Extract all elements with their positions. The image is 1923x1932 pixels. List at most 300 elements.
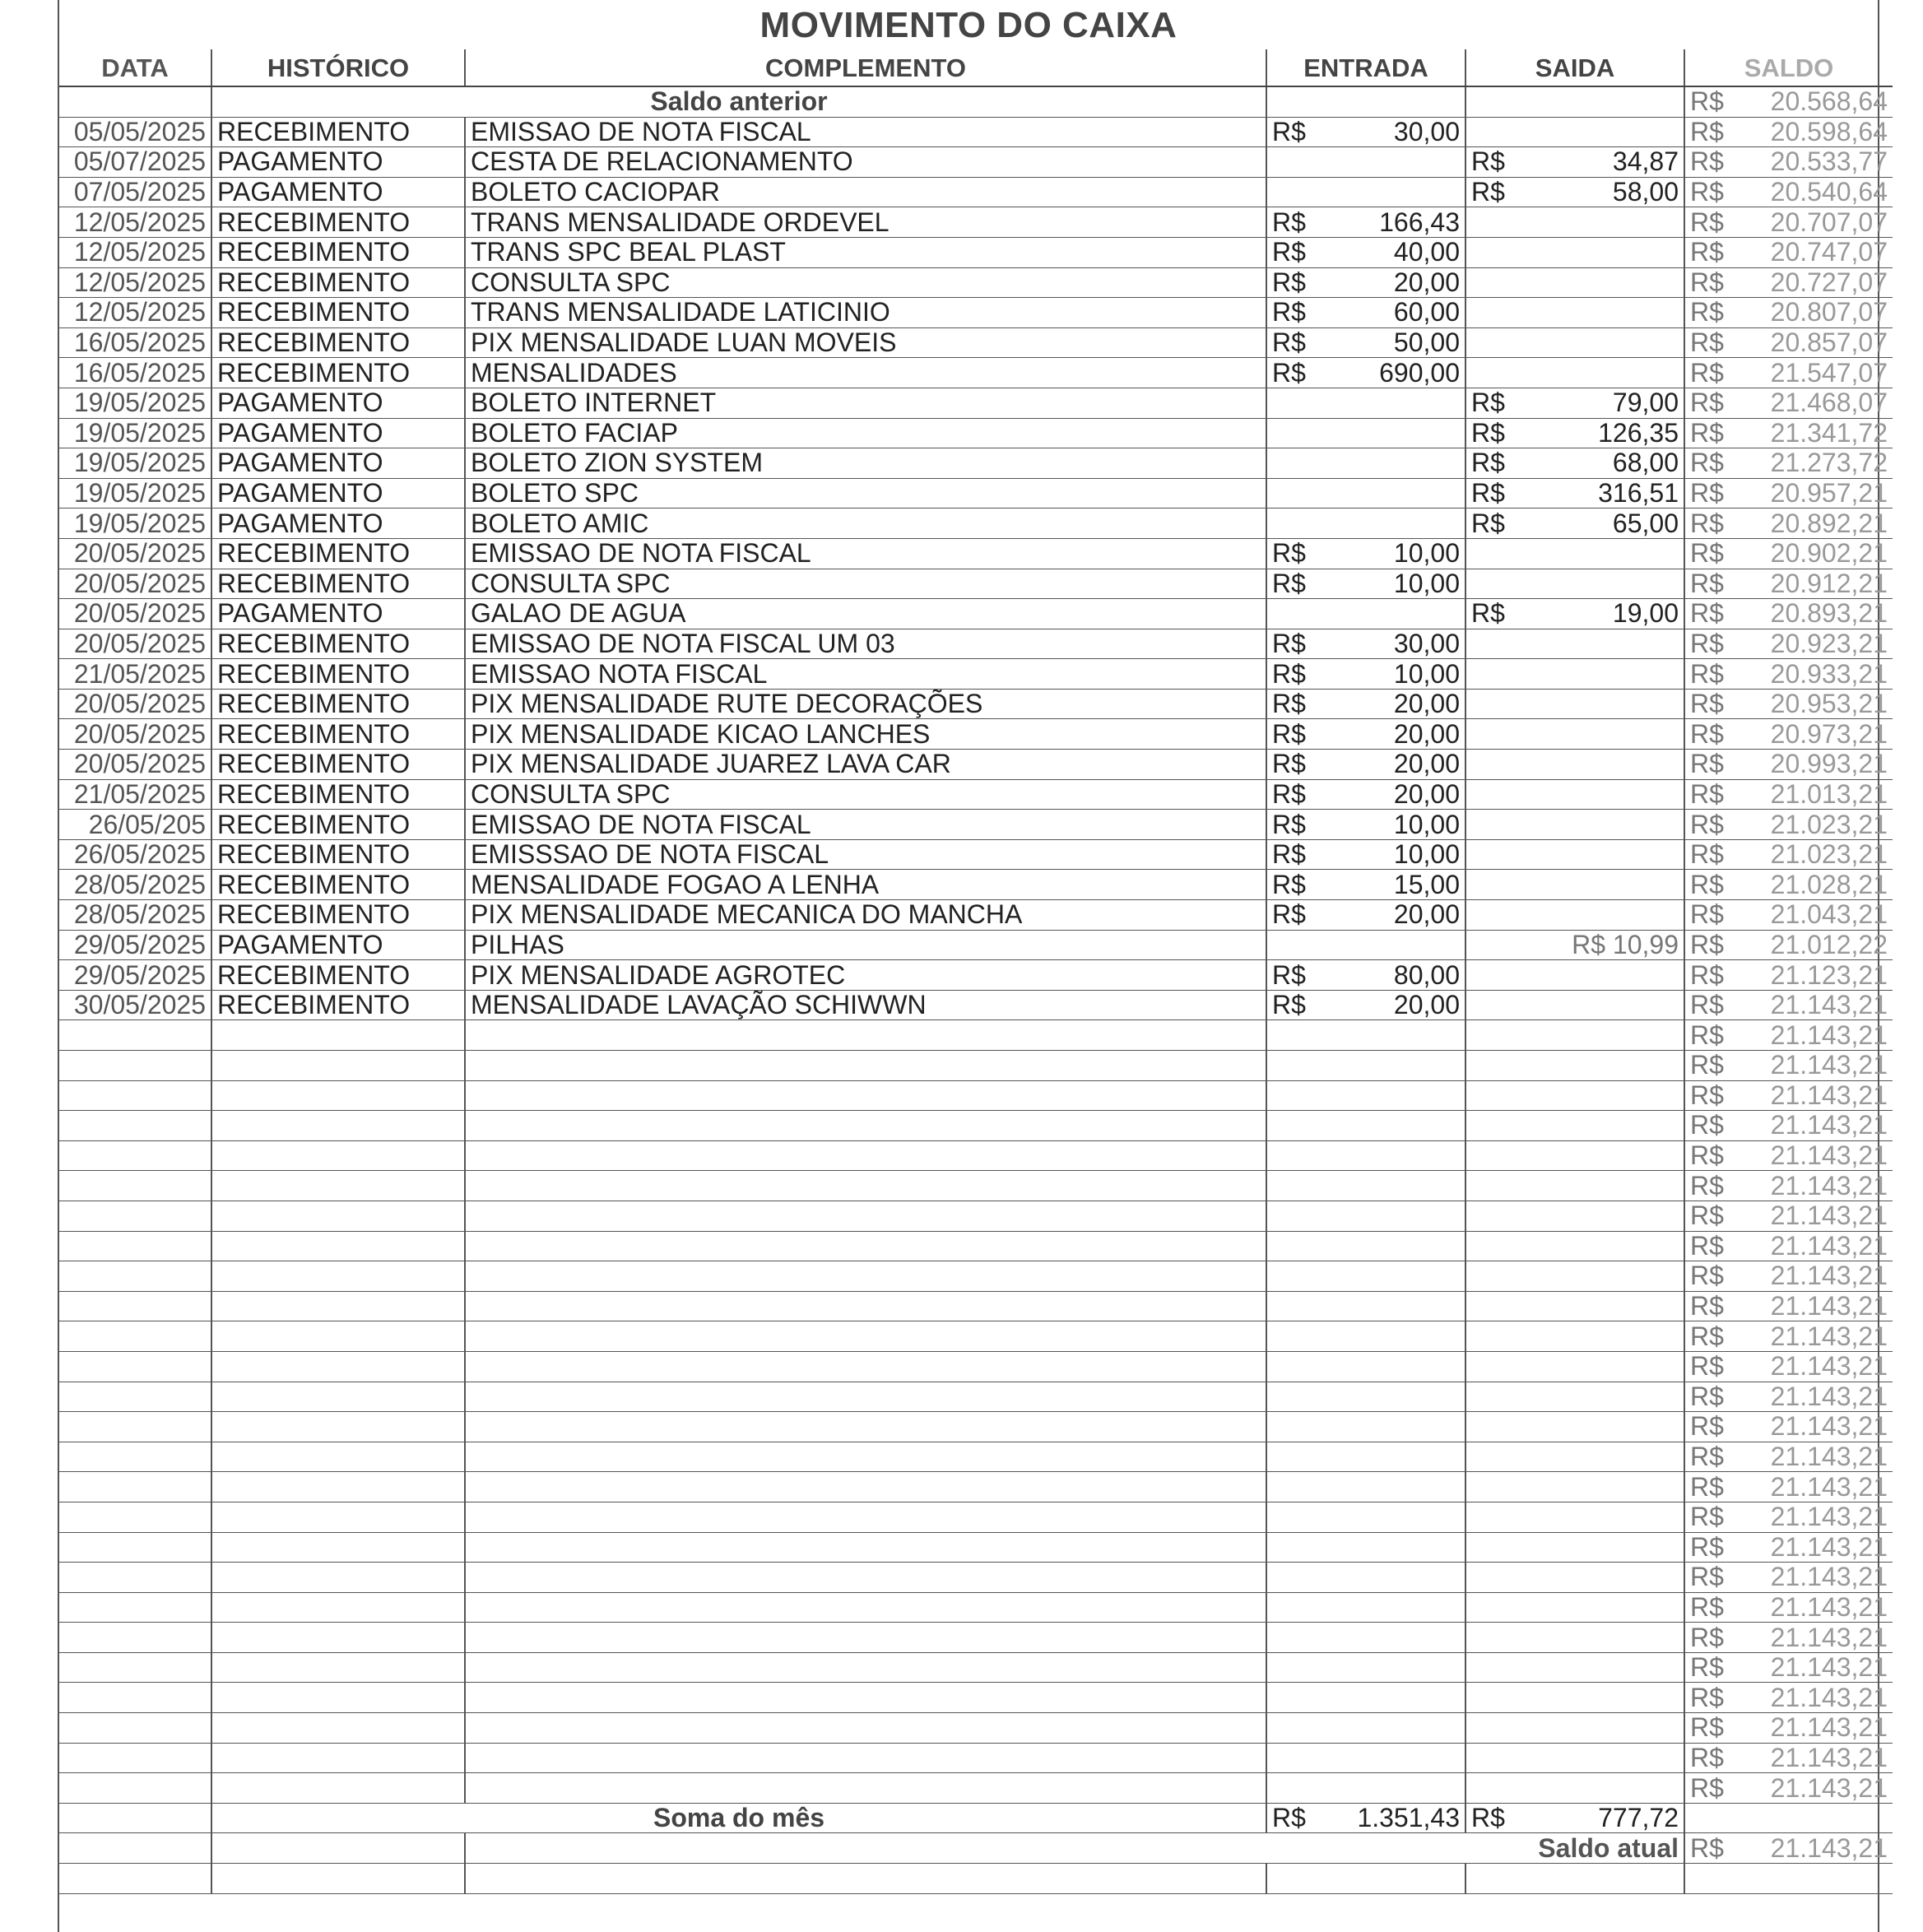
currency-label: R$ — [1471, 1803, 1505, 1833]
date-cell: 20/05/2025 — [59, 689, 211, 719]
entrada-value: 15,00 — [1393, 869, 1460, 899]
complemento-cell: CONSULTA SPC — [465, 569, 1266, 599]
empty-row — [59, 1231, 1893, 1261]
saldo-value: 20.598,64 — [1770, 117, 1888, 146]
saida-cell — [1465, 779, 1684, 810]
saldo-value: 21.143,21 — [1770, 1231, 1888, 1261]
currency-label: R$ — [1690, 990, 1724, 1020]
table-cell — [59, 1623, 211, 1653]
table-cell — [1266, 1351, 1465, 1382]
saldo-value: 21.012,22 — [1770, 930, 1888, 959]
empty-row — [59, 1412, 1893, 1442]
table-row — [59, 930, 1893, 960]
table-row — [59, 418, 1893, 448]
saldo-value: 21.143,21 — [1770, 1592, 1888, 1622]
currency-label: R$ — [1471, 177, 1505, 207]
saldo-value: 20.993,21 — [1770, 749, 1888, 779]
saldo-cell — [1684, 1502, 1893, 1532]
table-cell — [465, 1652, 1266, 1683]
entrada-cell — [1266, 388, 1465, 418]
currency-label: R$ — [1690, 1110, 1724, 1140]
table-cell — [1465, 1592, 1684, 1623]
entrada-value: 10,00 — [1393, 658, 1460, 689]
table-cell — [211, 1140, 465, 1171]
currency-label: R$ — [1690, 749, 1724, 779]
saldo-cell — [1684, 870, 1893, 900]
currency-label: R$ — [1690, 1502, 1724, 1532]
table-cell — [1465, 1623, 1684, 1653]
table-row — [59, 629, 1893, 659]
table-cell — [59, 1713, 211, 1744]
table-cell — [59, 1382, 211, 1412]
saldo-value: 21.143,21 — [1770, 1140, 1888, 1171]
table-row — [59, 327, 1893, 358]
table-cell — [1266, 1140, 1465, 1171]
table-row — [59, 448, 1893, 479]
historico-cell: RECEBIMENTO — [211, 810, 465, 840]
empty-row — [59, 1382, 1893, 1412]
table-cell — [1266, 1623, 1465, 1653]
table-row — [59, 478, 1893, 509]
currency-label: R$ — [1272, 809, 1306, 839]
date-cell: 19/05/2025 — [59, 388, 211, 418]
table-cell — [1465, 1171, 1684, 1201]
table-cell — [465, 1683, 1266, 1713]
saldo-value: 21.028,21 — [1770, 869, 1888, 899]
table-cell — [59, 1231, 211, 1261]
table-row — [59, 990, 1893, 1020]
entrada-value: 60,00 — [1393, 297, 1460, 327]
saida-cell — [1465, 960, 1684, 991]
table-cell — [465, 1864, 1266, 1894]
entrada-value: 20,00 — [1393, 267, 1460, 297]
date-cell: 16/05/2025 — [59, 327, 211, 358]
table-cell — [59, 1502, 211, 1532]
empty-row — [59, 1321, 1893, 1352]
entrada-cell — [1266, 689, 1465, 719]
table-cell — [59, 86, 211, 117]
currency-label: R$ — [1272, 237, 1306, 267]
date-cell: 26/05/205 — [59, 810, 211, 840]
table-cell — [1465, 1321, 1684, 1352]
saldo-value: 21.013,21 — [1770, 779, 1888, 809]
table-cell — [465, 1412, 1266, 1442]
saldo-cell — [1684, 448, 1893, 479]
historico-cell: RECEBIMENTO — [211, 538, 465, 569]
empty-row — [59, 1592, 1893, 1623]
empty-row — [59, 1652, 1893, 1683]
table-row — [59, 267, 1893, 298]
table-cell — [1465, 1652, 1684, 1683]
saldo-value: 21.468,07 — [1770, 388, 1888, 418]
saldo-cell — [1684, 1412, 1893, 1442]
table-row — [59, 750, 1893, 780]
table-cell — [59, 1743, 211, 1773]
table-cell — [1266, 1171, 1465, 1201]
entrada-cell — [1266, 599, 1465, 629]
table-cell — [1465, 1563, 1684, 1593]
saldo-value: 20.933,21 — [1770, 658, 1888, 689]
complemento-cell: MENSALIDADE LAVAÇÃO SCHIWWN — [465, 990, 1266, 1020]
date-cell: 12/05/2025 — [59, 298, 211, 328]
table-cell — [1266, 1291, 1465, 1321]
currency-label: R$ — [1690, 1351, 1724, 1382]
currency-label: R$ — [1690, 538, 1724, 569]
table-cell — [465, 1532, 1266, 1563]
currency-label: R$ — [1690, 418, 1724, 448]
table-cell — [1465, 1743, 1684, 1773]
empty-row — [59, 1502, 1893, 1532]
table-row — [59, 810, 1893, 840]
table-cell — [59, 1592, 211, 1623]
currency-label: R$ — [1471, 146, 1505, 177]
table-cell — [59, 1803, 211, 1833]
entrada-value: 20,00 — [1393, 990, 1460, 1020]
saldo-value: 20.957,21 — [1770, 478, 1888, 509]
saldo-cell — [1684, 117, 1893, 147]
table-row — [59, 388, 1893, 418]
saldo-value: 20.973,21 — [1770, 718, 1888, 749]
currency-label: R$ — [1272, 1803, 1306, 1833]
table-cell — [1266, 1592, 1465, 1623]
date-cell: 05/07/2025 — [59, 147, 211, 178]
date-cell: 21/05/2025 — [59, 659, 211, 690]
empty-row — [59, 1532, 1893, 1563]
table-cell — [211, 1713, 465, 1744]
table-cell — [1266, 1502, 1465, 1532]
saldo-cell — [1684, 1563, 1893, 1593]
saldo-value: 21.143,21 — [1770, 1562, 1888, 1592]
currency-label: R$ — [1690, 930, 1724, 959]
table-cell — [59, 1080, 211, 1111]
table-cell — [59, 1532, 211, 1563]
saldo-cell — [1684, 1442, 1893, 1472]
historico-cell: PAGAMENTO — [211, 147, 465, 178]
table-cell — [465, 1171, 1266, 1201]
saida-cell — [1465, 810, 1684, 840]
table-cell — [465, 1713, 1266, 1744]
table-cell — [1465, 1201, 1684, 1231]
entrada-value: 10,00 — [1393, 839, 1460, 870]
table-cell — [211, 1051, 465, 1081]
historico-cell: RECEBIMENTO — [211, 117, 465, 147]
saldo-cell — [1684, 719, 1893, 750]
empty-row — [59, 1713, 1893, 1744]
table-cell — [59, 1111, 211, 1141]
date-cell: 07/05/2025 — [59, 177, 211, 207]
saldo-cell — [1684, 1683, 1893, 1713]
table-cell — [465, 1201, 1266, 1231]
table-cell — [211, 1623, 465, 1653]
currency-label: R$ — [1690, 779, 1724, 809]
date-cell: 20/05/2025 — [59, 599, 211, 629]
saldo-value: 20.892,21 — [1770, 508, 1888, 538]
currency-label: R$ — [1272, 779, 1306, 809]
entrada-cell — [1266, 267, 1465, 298]
saldo-cell — [1684, 358, 1893, 388]
currency-label: R$ — [1690, 839, 1724, 870]
header-data: DATA — [59, 49, 211, 86]
saida-value: 19,00 — [1612, 598, 1679, 629]
table-row — [59, 839, 1893, 870]
table-cell — [1266, 1743, 1465, 1773]
currency-label: R$ — [1690, 1532, 1724, 1562]
saldo-cell — [1684, 1743, 1893, 1773]
complemento-cell: EMISSAO DE NOTA FISCAL UM 03 — [465, 629, 1266, 659]
currency-label: R$ — [1471, 388, 1505, 418]
currency-label: R$ — [1690, 146, 1724, 177]
currency-label: R$ — [1690, 1622, 1724, 1652]
saida-cell — [1465, 147, 1684, 178]
historico-cell: RECEBIMENTO — [211, 207, 465, 238]
table-cell — [1266, 1201, 1465, 1231]
historico-cell: RECEBIMENTO — [211, 659, 465, 690]
saldo-cell — [1684, 1382, 1893, 1412]
table-cell — [211, 1261, 465, 1292]
date-cell: 19/05/2025 — [59, 418, 211, 448]
date-cell: 19/05/2025 — [59, 509, 211, 539]
saida-cell — [1465, 117, 1684, 147]
table-cell — [211, 1864, 465, 1894]
complemento-cell: MENSALIDADES — [465, 358, 1266, 388]
table-cell — [59, 1140, 211, 1171]
saldo-cell — [1684, 960, 1893, 991]
currency-label: R$ — [1471, 508, 1505, 538]
currency-label: R$ — [1690, 598, 1724, 629]
saldo-cell — [1684, 689, 1893, 719]
entrada-cell — [1266, 117, 1465, 147]
currency-label: R$ — [1690, 1019, 1724, 1050]
table-cell — [59, 1321, 211, 1352]
table-cell — [1465, 1532, 1684, 1563]
table-cell — [1465, 1382, 1684, 1412]
empty-row — [59, 1683, 1893, 1713]
date-cell: 05/05/2025 — [59, 117, 211, 147]
entrada-cell — [1266, 569, 1465, 599]
currency-label: R$ — [1690, 1471, 1724, 1502]
saida-cell — [1465, 237, 1684, 267]
historico-cell: RECEBIMENTO — [211, 779, 465, 810]
blank-row — [59, 1864, 1893, 1894]
saldo-cell — [1684, 1592, 1893, 1623]
saldo-cell — [1684, 1652, 1893, 1683]
table-row — [59, 779, 1893, 810]
saida-cell — [1465, 418, 1684, 448]
saida-cell — [1465, 298, 1684, 328]
entrada-cell — [1266, 810, 1465, 840]
currency-label: R$ — [1690, 478, 1724, 509]
table-cell — [59, 1472, 211, 1502]
saida-cell — [1465, 599, 1684, 629]
table-cell — [59, 1261, 211, 1292]
entrada-cell — [1266, 930, 1465, 960]
table-cell — [211, 1442, 465, 1472]
historico-cell: RECEBIMENTO — [211, 629, 465, 659]
currency-label: R$ — [1471, 448, 1505, 478]
soma-entrada-cell — [1266, 1803, 1465, 1833]
table-cell — [465, 1020, 1266, 1051]
entrada-cell — [1266, 870, 1465, 900]
table-cell — [465, 1140, 1266, 1171]
entrada-value: 20,00 — [1393, 899, 1460, 930]
table-cell — [1266, 1442, 1465, 1472]
saldo-value: 21.043,21 — [1770, 899, 1888, 930]
table-row — [59, 569, 1893, 599]
currency-label: R$ — [1690, 1321, 1724, 1351]
saldo-value: 21.023,21 — [1770, 809, 1888, 839]
currency-label: R$ — [1272, 658, 1306, 689]
table-cell — [465, 1051, 1266, 1081]
table-cell — [465, 1743, 1266, 1773]
entrada-cell — [1266, 177, 1465, 207]
saldo-cell — [1684, 1773, 1893, 1804]
saldo-value: 21.143,21 — [1770, 1050, 1888, 1080]
table-row — [59, 117, 1893, 147]
saida-cell — [1465, 719, 1684, 750]
saldo-cell — [1684, 1140, 1893, 1171]
currency-label: R$ — [1690, 869, 1724, 899]
table-row — [59, 207, 1893, 238]
currency-label: R$ — [1272, 357, 1306, 388]
historico-cell: RECEBIMENTO — [211, 960, 465, 991]
table-cell — [1266, 1713, 1465, 1744]
saldo-value: 21.143,21 — [1770, 1502, 1888, 1532]
currency-label: R$ — [1690, 1832, 1724, 1863]
table-cell — [1266, 1412, 1465, 1442]
saldo-value: 20.912,21 — [1770, 569, 1888, 598]
saldo-cell — [1684, 538, 1893, 569]
table-row — [59, 147, 1893, 178]
table-row — [59, 960, 1893, 991]
table-cell — [211, 1472, 465, 1502]
currency-label: R$ — [1690, 1201, 1724, 1231]
table-cell — [1465, 1864, 1684, 1894]
saldo-value: 21.143,21 — [1770, 1019, 1888, 1050]
currency-label: R$ — [1272, 267, 1306, 297]
saida-cell — [1465, 990, 1684, 1020]
complemento-cell: EMISSAO NOTA FISCAL — [465, 659, 1266, 690]
header-saldo: SALDO — [1684, 49, 1893, 86]
entrada-value: 10,00 — [1393, 809, 1460, 839]
entrada-value: 20,00 — [1393, 749, 1460, 779]
historico-cell: RECEBIMENTO — [211, 569, 465, 599]
saida-value: 34,87 — [1612, 146, 1679, 177]
currency-label: R$ — [1690, 658, 1724, 689]
currency-label: R$ — [1471, 478, 1505, 509]
saldo-value: 21.143,21 — [1770, 1652, 1888, 1683]
currency-label: R$ — [1690, 267, 1724, 297]
saldo-value: 21.143,21 — [1770, 1532, 1888, 1562]
historico-cell: RECEBIMENTO — [211, 267, 465, 298]
historico-cell: RECEBIMENTO — [211, 719, 465, 750]
saldo-value: 21.547,07 — [1770, 357, 1888, 388]
table-cell — [211, 1563, 465, 1593]
table-cell — [211, 1652, 465, 1683]
currency-label: R$ — [1690, 508, 1724, 538]
currency-label: R$ — [1690, 1261, 1724, 1291]
complemento-cell: BOLETO AMIC — [465, 509, 1266, 539]
saldo-cell — [1684, 1020, 1893, 1051]
entrada-cell — [1266, 358, 1465, 388]
date-cell: 26/05/2025 — [59, 839, 211, 870]
saldo-cell — [1684, 509, 1893, 539]
soma-row — [59, 1803, 1893, 1833]
saida-cell — [1465, 750, 1684, 780]
saldo-value: 20.727,07 — [1770, 267, 1888, 297]
table-cell — [1266, 1382, 1465, 1412]
currency-label: R$ — [1690, 809, 1724, 839]
soma-saida-cell — [1465, 1803, 1684, 1833]
saldo-atual-value: 21.143,21 — [1770, 1832, 1888, 1863]
complemento-cell: CONSULTA SPC — [465, 267, 1266, 298]
table-cell — [1465, 1020, 1684, 1051]
empty-row — [59, 1472, 1893, 1502]
entrada-value: 690,00 — [1379, 357, 1460, 388]
table-cell — [211, 1291, 465, 1321]
table-cell — [465, 1623, 1266, 1653]
saida-cell — [1465, 448, 1684, 479]
table-cell — [1465, 1231, 1684, 1261]
table-cell — [1266, 86, 1465, 117]
saldo-atual-cell — [1684, 1833, 1893, 1864]
empty-row — [59, 1563, 1893, 1593]
currency-label: R$ — [1690, 1231, 1724, 1261]
table-cell — [59, 1683, 211, 1713]
saida-cell — [1465, 689, 1684, 719]
table-cell — [1266, 1683, 1465, 1713]
saldo-cell — [1684, 839, 1893, 870]
currency-label: R$ — [1272, 538, 1306, 569]
complemento-cell: TRANS MENSALIDADE LATICINIO — [465, 298, 1266, 328]
table-row — [59, 659, 1893, 690]
saldo-cell — [1684, 1472, 1893, 1502]
saldo-value: 20.902,21 — [1770, 538, 1888, 569]
saida-value: 126,35 — [1598, 418, 1679, 448]
saida-value: 79,00 — [1612, 388, 1679, 418]
saldo-value: 21.143,21 — [1770, 1471, 1888, 1502]
table-row — [59, 599, 1893, 629]
table-cell — [59, 1051, 211, 1081]
saldo-cell — [1684, 810, 1893, 840]
currency-label: R$ — [1690, 718, 1724, 749]
saldo-cell — [1684, 930, 1893, 960]
entrada-cell — [1266, 990, 1465, 1020]
historico-cell: RECEBIMENTO — [211, 327, 465, 358]
empty-row — [59, 1623, 1893, 1653]
complemento-cell: TRANS MENSALIDADE ORDEVEL — [465, 207, 1266, 238]
table-cell — [1266, 1563, 1465, 1593]
table-cell — [465, 1291, 1266, 1321]
entrada-value: 30,00 — [1393, 629, 1460, 658]
saldo-value: 21.023,21 — [1770, 839, 1888, 870]
complemento-cell: PIX MENSALIDADE KICAO LANCHES — [465, 719, 1266, 750]
saldo-cell — [1684, 1291, 1893, 1321]
table-cell — [211, 1773, 465, 1804]
table-cell — [1266, 1111, 1465, 1141]
saldo-value: 21.143,21 — [1770, 990, 1888, 1020]
saldo-cell — [1684, 237, 1893, 267]
complemento-cell: PIX MENSALIDADE AGROTEC — [465, 960, 1266, 991]
empty-row — [59, 1351, 1893, 1382]
table-cell — [59, 1652, 211, 1683]
saida-value: 65,00 — [1612, 508, 1679, 538]
currency-label: R$ — [1690, 689, 1724, 719]
saldo-cell — [1684, 779, 1893, 810]
saldo-value: 20.747,07 — [1770, 237, 1888, 267]
saida-value: 316,51 — [1598, 478, 1679, 509]
entrada-cell — [1266, 298, 1465, 328]
date-cell: 28/05/2025 — [59, 900, 211, 931]
